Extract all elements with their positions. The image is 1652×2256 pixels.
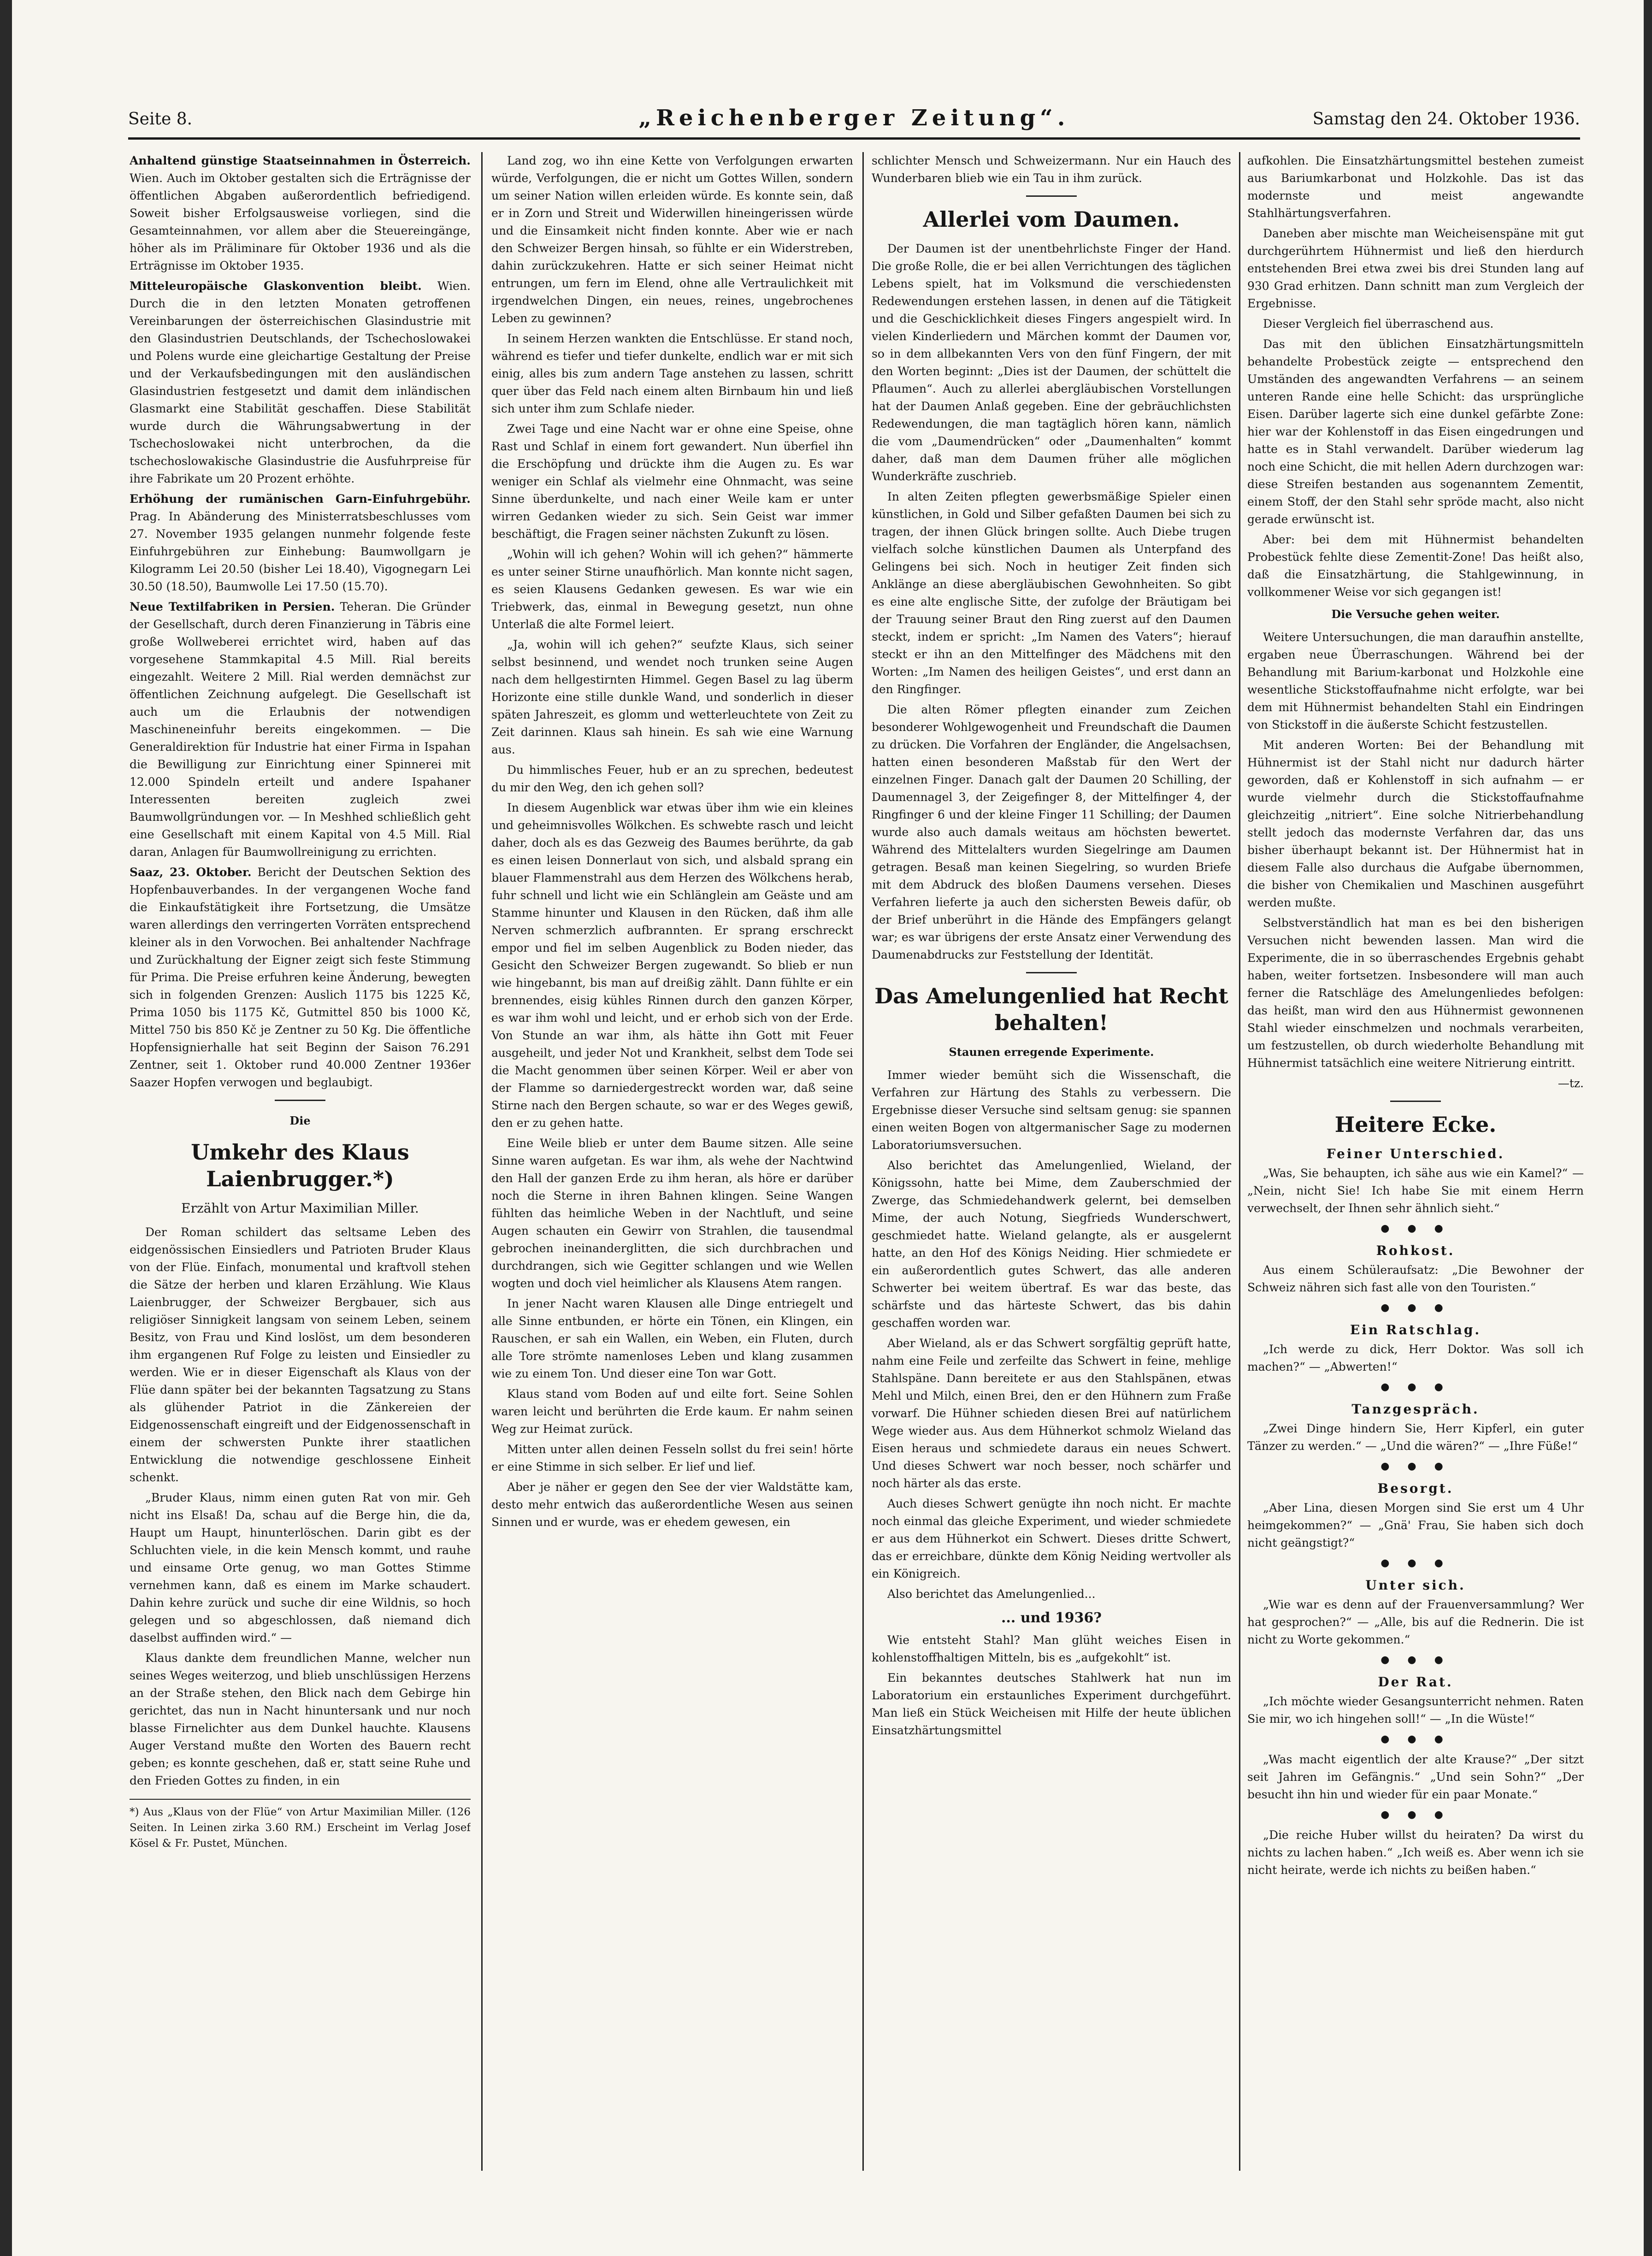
joke-text: „Was macht eigentlich der alte Krause?“ „Der sitzt seit Jahren im Gefängnis.“ „Und sein Sohn?“ „Der besucht ihn hin und wieder für ein paar Monate.“ <box>1247 1753 1584 1801</box>
article-title: Umkehr des Klaus Laienbrugger.*) <box>191 1140 409 1191</box>
separator <box>1026 195 1077 197</box>
news-text: Wien. Durch die in den letzten Monaten getroffenen Vereinbarungen der österreichischen Glasindustrie mit den Glasindustrien Deutschlands, der Tschechoslowakei und Polens wurde eine gleichartige Gestaltung der Preise und der Verkaufsbedingungen mit den ausländischen Glasindustrien festgesetzt und damit dem inländischen Glasmarkt eine Stabilität geschaffen. Diese Stabilität wurde durch die Währungsabwertung in der Tschechoslowakei nicht unterbrochen, da die tschechoslowakische Glasindustrie die Ausfuhrpreise für ihre Fabrikate um 20 Prozent erhöhte. <box>130 279 471 485</box>
paragraph: Wie entsteht Stahl? Man glüht weiches Eisen in kohlenstoffhaltigen Mitteln, bis es „aufgekohlt“ ist. <box>872 1633 1231 1664</box>
dots-separator: ● ● ● <box>1381 1381 1451 1393</box>
paragraph: In alten Zeiten pflegten gewerbsmäßige Spieler einen künstlichen, in Gold und Silber gefaßten Daumen bei sich zu tragen, der ihnen Glück bringen sollte. Auch Diebe trugen vielfach solche künstlichen Daumen als Unterpfand des Gelingens bei sich. Noch in heutiger Zeit finden sich Anklänge an diese abergläubischen Gewohnheiten. So gibt es eine alte englische Sitte, der zufolge der Bräutigam bei der Trauung seiner Braut den Ring zuerst auf den Daumen steckt, indem er spricht: „Im Namen des Vaters“; hierauf steckt er ihn an den Mittelfinger des Mädchens mit den Worten: „Im Namen des heiligen Geistes“, und erst dann an den Ringfinger. <box>872 490 1231 696</box>
news-headline: Neue Textilfabriken in Persien. <box>130 600 335 613</box>
paragraph: Der Roman schildert das seltsame Leben des eidgenössischen Einsiedlers und Patrioten Bruder Klaus von der Flüe. Einfach, monumental und kraftvoll stehen die Sätze der herben und klaren Erzählung. Wie Klaus Laienbrugger, der Schweizer Bergbauer, sich aus religiöser Sinnigkeit langsam von seinem Leben, seinem Besitz, von Frau und Kind loslöst, um dem besonderen ihm ergangenen Ruf Folge zu leisten und Einsiedler zu werden. Wie er in dieser Eigenschaft als Klaus von der Flüe dann später bei der bekannten Tagsatzung zu Stans als glühender Patriot in die Zänkereien der Eidgenossenschaft eingreift und der Eidgenossenschaft in einem der schwersten Punkte ihrer staatlichen Entwicklung die notwendige geschlossene Einheit schenkt. <box>130 1225 471 1484</box>
paragraph: Also berichtet das Amelungenlied, Wieland, der Königssohn, hatte bei Mime, dem Zauberschmied der Zwerge, das Schmiedehandwerk gelernt, bei demselben Mime, der auch Notung, Siegfrieds Wunderschwert, geschmiedet hatte. Wieland gelangte, als er ausgelernt hatte, an den Hof des Königs Neiding. Hier schmiedete er ein außerordentlich gutes Schwert, das alle anderen Schwerter bei weitem übertraf. Es war das beste, das schärfste und das härteste Schwert, das bis dahin geschaffen worden war. <box>872 1159 1231 1330</box>
paragraph: Aber Wieland, als er das Schwert sorgfältig geprüft hatte, nahm eine Feile und zerfeilte das Schwert in feine, mehlige Stahlspäne. Dann bereitete er aus den Stahlspänen, etwas Mehl und Milch, einen Brei, den er den Hühnern zum Fraße vorwarf. Die Hühner schieden diesen Brei auf natürlichem Wege wieder aus. Aus dem Hühnerkot schmolz Wieland das Eisen heraus und schmiedete daraus ein neues Schwert. Und dieses Schwert war noch besser, noch schärfer und noch härter als das erste. <box>872 1337 1231 1490</box>
joke-title: Besorgt. <box>1377 1481 1454 1496</box>
news-text: Teheran. Die Gründer der Gesellschaft, durch deren Finanzierung in Täbris eine große Wollweberei errichtet wird, haben auf das vorgesehene Stammkapital 4.5 Mill. Rial bereits eingezahlt. Weitere 2 Mill. Rial werden demnächst zur öffentlichen Zeichnung aufgelegt. Die Gesellschaft ist auch um die Erlaubnis der notwendigen Maschineneinfuhr bereits eingekommen. — Die Generaldirektion für Industrie hat einer Firma in Ispahan die Bewilligung zur Einrichtung einer Spinnerei mit 12.000 Spindeln erteilt und andere Ispahaner Interessenten bereiten zugleich zwei Baumwollgründungen vor. — In Meshhed schließlich geht eine Gesellschaft mit einem Kapital von 4.5 Mill. Rial daran, Anlagen für Baumwollreinigung zu errichten. <box>130 600 471 859</box>
paragraph: aufkohlen. Die Einsatzhärtungsmittel bestehen zumeist aus Bariumkarbonat und Holzkohle. Das ist das modernste und meist angewandte Stahlhärtungsverfahren. <box>1247 154 1584 220</box>
news-headline: Mitteleuropäische Glaskonvention bleibt. <box>130 279 422 293</box>
dots-separator: ● ● ● <box>1381 1733 1451 1745</box>
column-2 <box>491 152 853 2171</box>
joke-text: „Aber Lina, diesen Morgen sind Sie erst um 4 Uhr heimgekommen?“ — „Gnä' Frau, Sie haben sich doch nicht geängstigt?“ <box>1247 1501 1584 1549</box>
paragraph: Weitere Untersuchungen, die man daraufhin anstellte, ergaben neue Überraschungen. Während bei der Behandlung mit Barium-karbonat und Holzkohle eine wesentliche Stickstoffaufnahme nicht erfolgte, war bei dem mit Hühnermist behandelten Stahl ein Eindringen von Stickstoff in die äußerste Schicht festzustellen. <box>1247 630 1584 731</box>
author-signature: —tz. <box>1558 1077 1584 1090</box>
news-item <box>130 277 471 488</box>
joke-text: „Ich möchte wieder Gesangsunterricht nehmen. Raten Sie mir, wo ich hingehen soll!“ — „In die Wüste!“ <box>1247 1695 1584 1726</box>
news-text: Bericht der Deutschen Sektion des Hopfenbauverbandes. In der vergangenen Woche fand die Einkaufstätigkeit ihre Fortsetzung, die Umsätze waren allerdings den verringerten Vorräten entsprechend kleiner als in den Vorwochen. Bei anhaltender Nachfrage und Zurückhaltung der Eigner zeigt sich feste Stimmung für Prima. Die Preise erfuhren keine Änderung, bewegten sich in folgenden Grenzen: Auslich 1175 bis 1225 Kč, Prima 1050 bis 1175 Kč, Gutmittel 850 bis 1000 Kč, Mittel 750 bis 850 Kč je Zentner zu 50 Kg. Die öffentliche Hopfensignierhalle hat seit Beginn der Saison 76.291 Zentner, seit 1. Oktober rund 40.000 Zentner 1936er Saazer Hopfen verwogen und beglaubigt. <box>130 866 471 1089</box>
joke-title: Ein Ratschlag. <box>1350 1322 1481 1337</box>
paragraph: Ein bekanntes deutsches Stahlwerk hat nun im Laboratorium ein erstaunliches Experiment durchgeführt. Man ließ ein Stück Weicheisen mit Hilfe der heute üblichen Einsatzhärtungsmittel <box>872 1671 1231 1737</box>
joke-text: „Ich werde zu dick, Herr Doktor. Was soll ich machen?“ — „Abwerten!“ <box>1247 1343 1584 1373</box>
paragraph: schlichter Mensch und Schweizermann. Nur ein Hauch des Wunderbaren blieb wie ein Tau in ihm zurück. <box>872 154 1231 185</box>
newspaper-title: „Reichenberger Zeitung“. <box>638 105 1070 131</box>
paragraph: Mit anderen Worten: Bei der Behandlung mit Hühnermist ist der Stahl nicht nur dadurch härter geworden, daß er Kohlenstoff in sich aufnahm — er wurde vielmehr durch die Stickstoffaufnahme gleichzeitig „nitriert“. Eine solche Nitrierbehandlung stellt jedoch das modernste Verfahren dar, das uns bisher überhaupt bekannt ist. Der Hühnermist hat in diesem Falle also durchaus die Aufgabe übernommen, die bisher von Chemikalien und Maschinen ausgeführt werden mußte. <box>1247 738 1584 909</box>
dots-separator: ● ● ● <box>1381 1223 1451 1234</box>
column-divider <box>862 152 864 2171</box>
article-byline: Erzählt von Artur Maximilian Miller. <box>181 1201 419 1216</box>
paragraph: Immer wieder bemüht sich die Wissenschaft, die Verfahren zur Härtung des Stahls zu verbessern. Die Ergebnisse dieser Versuche sind seltsam genug: sie spannen einen weiten Bogen von altgermanischer Sage zu modernen Laboratoriumsversuchen. <box>872 1068 1231 1152</box>
news-item <box>130 864 471 1091</box>
joke-text: „Wie war es denn auf der Frauenversammlung? Wer hat gesprochen?“ — „Alle, bis auf die Rednerin. Die ist nicht zu Worte gekommen.“ <box>1247 1598 1584 1646</box>
paragraph: Dieser Vergleich fiel überraschend aus. <box>1263 317 1494 330</box>
dots-separator: ● ● ● <box>1381 1809 1451 1820</box>
joke-title: Tanzgespräch. <box>1351 1402 1480 1417</box>
article-title: Heitere Ecke. <box>1334 1112 1497 1137</box>
article-title: Allerlei vom Daumen. <box>923 207 1180 232</box>
section-subheading: Die Versuche gehen weiter. <box>1331 607 1500 621</box>
dots-separator: ● ● ● <box>1381 1557 1451 1569</box>
paragraph: In seinem Herzen wankten die Entschlüsse. Er stand noch, während es tiefer und tiefer dunkelte, endlich war er mit sich einig, alles bis zum andern Tage anstehen zu lassen, schritt quer über das Feld nach einem alten Birnbaum hin und ließ sich unter ihm zum Schlafe nieder. <box>491 332 853 415</box>
paragraph: Land zog, wo ihn eine Kette von Verfolgungen erwarten würde, Verfolgungen, die er nicht um Gottes Willen, sondern um seiner Nation willen erleiden würde. Es konnte sein, daß er in Zorn und Streit und Widerwillen hineingerissen würde und die Einsamkeit nicht finden konnte. Aber wie er nach den Schweizer Bergen hinsah, so fühlte er ein Widerstreben, dahin zurückzukehren. Hatte er sich seiner Heimat nicht entrungen, um fern im Elend, ohne alle Vertraulichkeit mit irgendwelchen Dingen, ein neues, reines, ungebrochenes Leben zu gewinnen? <box>491 154 853 325</box>
section-subheading: ... und 1936? <box>1001 1610 1102 1626</box>
news-item <box>130 152 471 275</box>
column-1 <box>130 152 471 2171</box>
page-header <box>128 105 1580 133</box>
paragraph: „Ja, wohin will ich gehen?“ seufzte Klaus, sich seiner selbst besinnend, und wendet noch trunken seine Augen nach dem hellgestirnten Himmel. Gegen Basel zu lag überm Horizonte eine stille dunkle Wand, und sonderlich in dieser späten Jahreszeit, es glomm und wetterleuchtete von Zeit zu Zeit darinnen. Klaus sah hinein. Es sah wie eine Warnung aus. <box>491 638 853 756</box>
paragraph: In diesem Augenblick war etwas über ihm wie ein kleines und geheimnisvolles Wölkchen. Es schwebte rasch und leicht daher, doch als es das Gezweig des Baumes berührte, da gab es einen leisen Donnerlaut von sich, und alsbald sprang ein blauer Flammenstrahl aus dem Herzen des Wölkchens herab, fuhr schnell und licht wie ein Schlänglein am Geäste und am Stamme hinunter und Klausen in den Rücken, daß ihm alle Nerven schmerzlich aufbrannten. Er sprang erschreckt empor und fiel im selben Augenblick zu Boden nieder, das Gesicht den Schweizer Bergen zugewandt. So blieb er nun wie hingebannt, bis man auf dreißig zählt. Dann fühlte er ein brennendes, eisig kühles Rinnen durch den ganzen Körper, es war ihm wohl und leicht, und er erhob sich von der Erde. Von Stunde an war ihm, als hätte ihn Gott mit Feuer ausgeheilt, und jeder Not und Krankheit, selbst dem Tode sei die Macht genommen über seinen Körper. Weil er aber von der Flamme so darniedergestreckt worden war, daß seine Stirne nach den Bergen schaute, so war er des Weges gewiß, den er zu gehen hatte. <box>491 801 853 1130</box>
paragraph: Zwei Tage und eine Nacht war er ohne eine Speise, ohne Rast und Schlaf in einem fort gewandert. Nun überfiel ihn die Erschöpfung und drückte ihm die Augen zu. Es war weniger ein Schlaf als vielmehr eine Ohnmacht, was seine Sinne überdunkelte, und nach einer Weile kam er unter wirren Gedanken wieder zu sich. Sein Geist war immer beschäftigt, die Fragen seiner nächsten Zukunft zu lösen. <box>491 422 853 541</box>
paragraph: Klaus dankte dem freundlichen Manne, welcher nun seines Weges weiterzog, und blieb unschlüssigen Herzens an der Straße stehen, den Blick nach dem Gebirge hin gerichtet, das nun in Nacht hinuntersank und nur noch blasse Firnelichter aus dem Dunkel hauchte. Klausens Auger Verstand mußte den Worten des Bauern recht geben; es konnte geschehen, daß er, statt seine Ruhe und den Frieden Gottes zu finden, in ein <box>130 1651 471 1787</box>
paragraph: Auch dieses Schwert genügte ihn noch nicht. Er machte noch einmal das gleiche Experiment, und wieder schmiedete er aus dem Hühnerkot ein Schwert. Dieses dritte Schwert, das er erreichbare, dünkte dem König Neiding wertvoller als ein Königreich. <box>872 1497 1231 1580</box>
news-headline: Saaz, 23. Oktober. <box>130 866 252 879</box>
joke-title: Unter sich. <box>1365 1578 1466 1593</box>
paragraph: In jener Nacht waren Klausen alle Dinge entriegelt und alle Sinne entbunden, er hörte ein Tönen, ein Klingen, ein Rauschen, er sah ein Wallen, ein Weben, ein Fluten, durch alle Tore strömte namenloses Leben und klang zusammen wie zu einem Ton. Und dieser eine Ton war Gott. <box>491 1297 853 1380</box>
paragraph: „Bruder Klaus, nimm einen guten Rat von mir. Geh nicht ins Elsaß! Da, schau auf die Berge hin, die da, Haupt um Haupt, hinunterlöschen. Darin gibt es der Schluchten viele, in die kein Mensch kommt, und rauhe und einsame Orte genug, wo man Gottes Stimme vernehmen kann, daß es einem im Marke schaudert. Dahin kehre zurück und suche dir eine Wildnis, so hoch gelegen und so abgeschlossen, daß niemand dich daselbst auffinden wird.“ — <box>130 1491 471 1644</box>
page-number: Seite 8. <box>128 110 193 129</box>
news-headline: Erhöhung der rumänischen Garn-Einfuhrgebühr. <box>130 492 471 506</box>
column-divider <box>1239 152 1240 2171</box>
joke-text: „Was, Sie behaupten, ich sähe aus wie ein Kamel?“ — „Nein, nicht Sie! Ich habe Sie mit einem Herrn verwechselt, der Ihnen sehr ähnlich sieht.“ <box>1247 1166 1584 1215</box>
dots-separator: ● ● ● <box>1381 1461 1451 1472</box>
paragraph: Aber: bei dem mit Hühnermist behandelten Probestück fehlte diese Zementit-Zone! Das heißt also, daß die Einsatzhärtung, die Stahlgewinnung, in vollkommener Weise vor sich gegangen ist! <box>1247 533 1584 599</box>
joke-title: Feiner Unterschied. <box>1326 1146 1505 1161</box>
dots-separator: ● ● ● <box>1381 1302 1451 1314</box>
paragraph: Daneben aber mischte man Weicheisenspäne mit gut durchgerührtem Hühnermist und ließ den hierdurch entstehenden Brei etwa zwei bis drei Stunden lang auf 930 Grad erhitzen. Dann schnitt man zum Vergleich der Ergebnisse. <box>1247 227 1584 310</box>
paragraph: Du himmlisches Feuer, hub er an zu sprechen, bedeutest du mir den Weg, den ich gehen soll? <box>491 763 853 794</box>
paragraph: Eine Weile blieb er unter dem Baume sitzen. Alle seine Sinne waren aufgetan. Es war ihm, als wehe der Nachtwind den Hall der ganzen Erde zu ihm heran, als höre er darüber noch die Sterne in ihren Bahnen klingen. Seine Wangen fühlten das heimliche Weben in der Nachtluft, und seine Augen schauten ein Gewirr von Strahlen, die tausendmal gebrochen ineinanderglitten, die sich durchbrachen und durchdrangen, sich wie Gegitter schlangen und wie Wellen wogten und doch viel heimlicher als Klausens Atem rangen. <box>491 1137 853 1290</box>
column-divider <box>481 152 483 2171</box>
article-subtitle: Staunen erregende Experimente. <box>949 1045 1154 1059</box>
column-3 <box>872 152 1231 2171</box>
separator <box>1390 1101 1441 1102</box>
separator <box>1026 972 1077 973</box>
paragraph: Der Daumen ist der unentbehrlichste Finger der Hand. Die große Rolle, die er bei allen Verrichtungen des täglichen Lebens spielt, hat im Volksmund die verschiedensten Redewendungen erstehen lassen, in denen auf die Tätigkeit und die Geschicklichkeit dieses Fingers angespielt wird. In vielen Kinderliedern und Märchen kommt der Daumen vor, so in dem allbekannten Vers von den fünf Fingern, der mit den Worten beginnt: „Dies ist der Daumen, der schüttelt die Pflaumen“. Auch zu allerlei abergläubischen Vorstellungen hat der Daumen Anlaß gegeben. Eine der gebräuchlichsten Redewendungen, die man tagtäglich hören kann, nämlich die vom „Daumendrücken“ oder „Daumenhalten“ kommt daher, daß man dem Daumen früher alle möglichen Wunderkräfte zuschrieb. <box>872 242 1231 483</box>
news-item <box>130 490 471 595</box>
news-headline: Anhaltend günstige Staatseinnahmen in Österreich. <box>130 154 471 167</box>
joke-text: Aus einem Schüleraufsatz: „Die Bewohner der Schweiz nähren sich fast alle von den Touristen.“ <box>1247 1263 1584 1294</box>
joke-title: Der Rat. <box>1378 1674 1453 1690</box>
article-title: Das Amelungenlied hat Recht behalten! <box>874 984 1228 1035</box>
paragraph: Das mit den üblichen Einsatzhärtungsmitteln behandelte Probestück zeigte — entsprechend den Umständen des angewandten Verfahrens — an seinem unteren Rande eine helle Schicht: das ursprüngliche Eisen. Darüber lagerte sich eine dunkel gefärbte Zone: hier war der Kohlenstoff in das Eisen eingedrungen und hatte es in Stahl verwandelt. Darüber wiederum lag noch eine Schicht, die mit hellen Adern durchzogen war: diese Streifen bestanden aus sogenanntem Zementit, einem Stoff, der den Stahl sehr spröde macht, also nicht gerade erwünscht ist. <box>1247 337 1584 526</box>
dots-separator: ● ● ● <box>1381 1654 1451 1666</box>
news-text: Wien. Auch im Oktober gestalten sich die Erträgnisse der öffentlichen Abgaben außerordentlich befriedigend. Soweit bisher Erfolgsausweise vorliegen, sind die Gesamteinnahmen, vor allem aber die Steuereingänge, höher als im Präliminare für Oktober 1936 und als die Erträgnisse im Oktober 1935. <box>130 171 471 272</box>
article-kicker: Die <box>289 1114 311 1127</box>
header-rule <box>128 137 1580 140</box>
joke-text: „Zwei Dinge hindern Sie, Herr Kipferl, ein guter Tänzer zu werden.“ — „Und die wären?“ — „Ihre Füße!“ <box>1247 1422 1584 1453</box>
joke-text: „Die reiche Huber willst du heiraten? Da wirst du nichts zu lachen haben.“ „Ich weiß es. Aber wenn ich sie nicht heirate, werde ich nichts zu beißen haben.“ <box>1247 1828 1584 1877</box>
joke-title: Rohkost. <box>1376 1243 1455 1258</box>
footnote: *) Aus „Klaus von der Flüe“ von Artur Maximilian Miller. (126 Seiten. In Leinen zirka 3.60 RM.) Erscheint im Verlag Josef Kösel & Fr. Pustet, München. <box>130 1799 471 1851</box>
paragraph: Aber je näher er gegen den See der vier Waldstätte kam, desto mehr entwich das außerordentliche Wesen aus seinen Sinnen und er wurde, was er ehedem gewesen, ein <box>491 1480 853 1529</box>
paragraph: Klaus stand vom Boden auf und eilte fort. Seine Sohlen waren leicht und berührten die Erde kaum. Er nahm seinen Weg zur Heimat zurück. <box>491 1387 853 1436</box>
news-text: Prag. In Abänderung des Ministerratsbeschlusses vom 27. November 1935 gelangen nunmehr folgende feste Einfuhrgebühren zur Einhebung: Baumwollgarn je Kilogramm Lei 20.50 (bisher Lei 18.40), Vigognegarn Lei 30.50 (18.50), Baumwolle Lei 17.50 (15.70). <box>130 510 471 593</box>
paragraph: Die alten Römer pflegten einander zum Zeichen besonderer Wohlgewogenheit und Freundschaft die Daumen zu drücken. Die Vorfahren der Engländer, die Angelsachsen, hatten einen besonderen Maßstab für den Wert der einzelnen Finger. Danach galt der Daumen 20 Schilling, der Daumennagel 3, der Zeigefinger 8, der Mittelfinger 4, der Ringfinger 6 und der kleine Finger 11 Schilling; der Daumen wurde also auch damals weitaus am höchsten bewertet. Während des Mittelalters wurden Siegelringe am Daumen getragen. Besaß man keinen Siegelring, so wurden Briefe mit dem Abdruck des bloßen Daumens versehen. Dieses Verfahren lieferte ja auch den sichersten Beweis dafür, ob der Brief unberührt in die Hände des Empfängers gelangt war; es war übrigens der erste Ansatz einer Verwendung des Daumenabdrucks zur Feststellung der Identität. <box>872 703 1231 961</box>
paragraph: Mitten unter allen deinen Fesseln sollst du frei sein! hörte er eine Stimme in sich selber. Er lief und lief. <box>491 1443 853 1473</box>
column-4 <box>1247 152 1584 2171</box>
news-item <box>130 598 471 861</box>
paragraph: Selbstverständlich hat man es bei den bisherigen Versuchen nicht bewenden lassen. Man wird die Experimente, die in so überraschendes Ergebnis gehabt haben, weiter fortsetzen. Insbesondere will man auch ferner die Ratschläge des Amelungenliedes befolgen: das heißt, man wird den aus Hühnermist gewonnenen Stahl wieder einschmelzen und nochmals verarbeiten, um festzustellen, ob durch wiederholte Behandlung mit Hühnermist tatsächlich eine weitere Nitrierung eintritt. <box>1247 916 1584 1070</box>
paragraph: Also berichtet das Amelungenlied... <box>887 1587 1096 1601</box>
paragraph: „Wohin will ich gehen? Wohin will ich gehen?“ hämmerte es unter seiner Stirne unaufhörlich. Man konnte nicht sagen, es seien Klausens Gedanken gewesen. Es war wie ein Triebwerk, das, einmal in Bewegung gesetzt, nun ohne Unterlaß die alte Formel leiert. <box>491 548 853 631</box>
issue-date: Samstag den 24. Oktober 1936. <box>1312 110 1580 129</box>
separator <box>275 1100 325 1101</box>
